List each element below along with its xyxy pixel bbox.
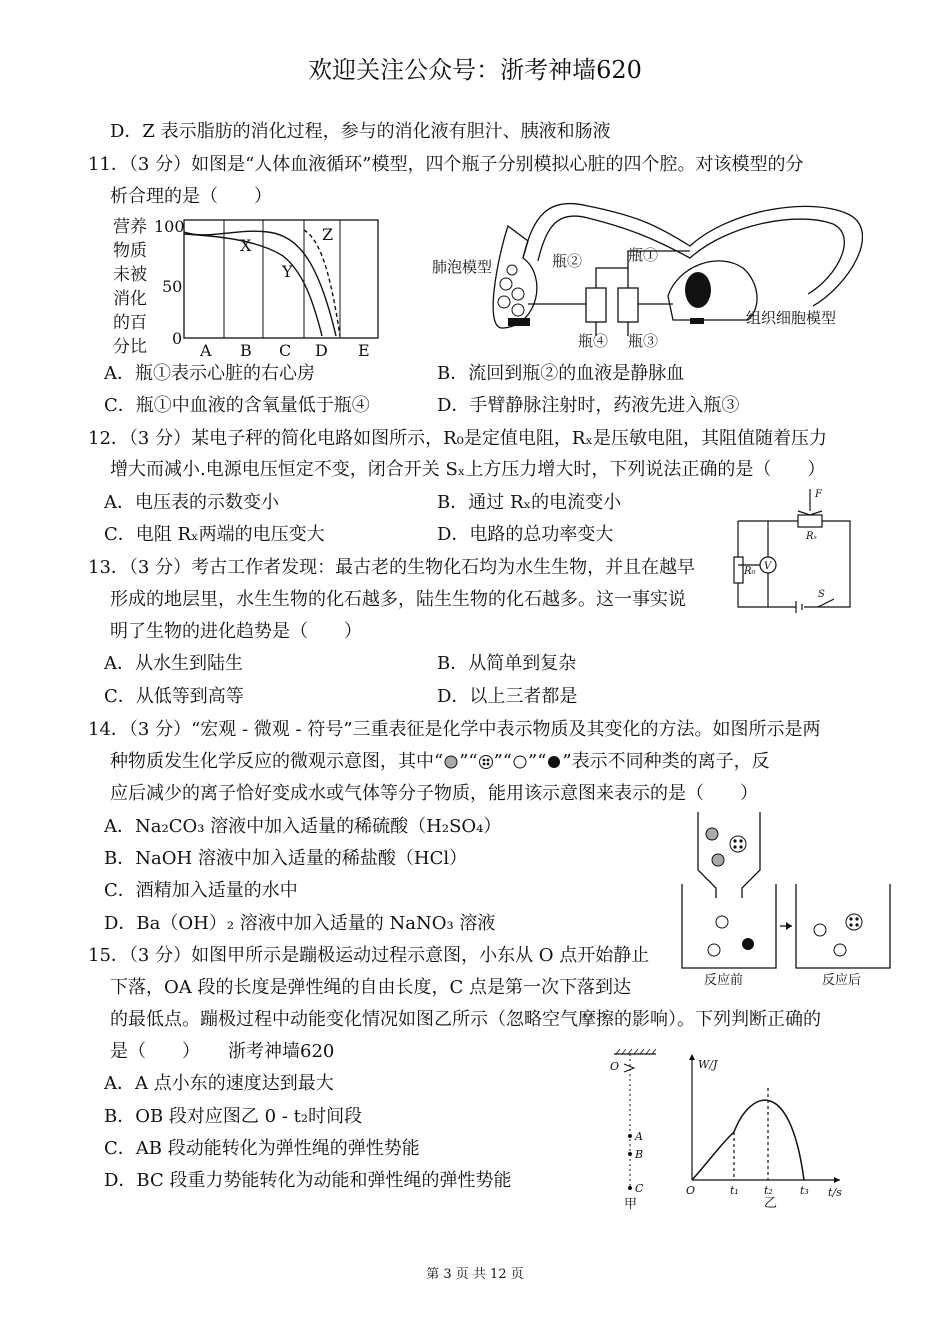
bottle-1 [618, 288, 638, 322]
t3-label: t₃ [800, 1184, 809, 1197]
q14-line2-part: ”“ [528, 751, 547, 772]
graph-ylabel-4: 消化 [113, 289, 147, 309]
q15-option-d: D．BC 段重力势能转化为动能和弹性绳的弹性势能 [104, 1170, 512, 1191]
black-ion [742, 938, 754, 950]
point-c-mark [628, 1186, 632, 1190]
bottle-connector [596, 268, 628, 288]
voltmeter-label: V [764, 561, 772, 572]
q11-option-d: D．手臂静脉注射时，药液先进入瓶③ [437, 395, 740, 416]
q15-stem-line2: 下落，OA 段的长度是弹性绳的自由长度，C 点是第一次下落到达 [110, 977, 631, 998]
alveolus [498, 296, 510, 308]
q14-line2-part: ”“ [493, 751, 513, 772]
tissue-model-shape [668, 261, 757, 320]
q13-option-d: D．以上三者都是 [437, 686, 578, 707]
r0-resistor [734, 557, 743, 583]
q11-option-a: A．瓶①表示心脏的右心房 [104, 363, 315, 384]
figure-jia-label: 甲 [624, 1197, 638, 1212]
q13-option-c: C．从低等到高等 [104, 686, 244, 707]
q14-stem-line3: 应后减少的离子恰好变成水或气体等分子物质，能用该示意图来表示的是（ ） [110, 783, 758, 804]
bungee-diagram-jia [600, 1048, 660, 1213]
q15-stem-line4: 是（ ） [110, 1041, 200, 1062]
origin-label: O [686, 1184, 696, 1197]
graph-xtick-b: B [240, 341, 252, 360]
q11-stem-line2: 析合理的是（ ） [110, 186, 272, 207]
rx-label: Rₓ [806, 531, 818, 542]
point-b-label: B [635, 1148, 644, 1161]
lung-model-label: 肺泡模型 [432, 258, 493, 276]
point-c-label: C [635, 1182, 644, 1195]
q12-option-d: D．电路的总功率变大 [437, 524, 614, 545]
switch-blade [818, 599, 834, 607]
q14-line2-part: ”表示不同种类的离子，反 [562, 751, 770, 772]
q14-option-d: D．Ba（OH）₂ 溶液中加入适量的 NaNO₃ 溶液 [104, 913, 496, 934]
graph-ytick-100: 100 [154, 217, 185, 236]
tissue-cell-core [685, 272, 711, 308]
curve-label-x: X [240, 236, 252, 255]
alveolus [507, 265, 517, 275]
gray-ion [712, 854, 724, 866]
bottle-2 [586, 288, 606, 322]
tissue-model-label: 组织细胞模型 [746, 309, 837, 327]
q12-stem-line1: 12．（3 分）某电子秤的简化电路如图所示，R₀是定值电阻，Rₓ是压敏电阻，其阻值随着压力 [88, 428, 828, 449]
beaker-before [682, 884, 776, 968]
q13-stem-line3: 明了生物的进化趋势是（ ） [110, 621, 362, 642]
q14-stem-line2 [110, 751, 770, 773]
hollow-ion [708, 944, 720, 956]
alveolus [512, 304, 524, 316]
q13-option-a: A．从水生到陆生 [104, 653, 243, 674]
q14-option-c: C．酒精加入适量的水中 [104, 880, 298, 901]
watermark-header: 欢迎关注公众号：浙考神墙620 [308, 56, 642, 84]
circuit-wire [738, 521, 850, 607]
four-dot-ion-icon [478, 754, 494, 770]
gray-ion [706, 828, 718, 840]
t2-label: t₂ [764, 1184, 773, 1197]
q13-stem-line2: 形成的地层里，水生生物的化石越多，陆生生物的化石越多。这一事实说 [110, 589, 686, 610]
lung-model-shape [493, 226, 537, 328]
q15-option-c: C．AB 段动能转化为弹性绳的弹性势能 [104, 1138, 420, 1159]
force-label: F [815, 489, 822, 500]
y-axis-label: W/J [698, 1058, 718, 1071]
graph-ylabel-5: 的百 [113, 313, 147, 333]
reaction-micro-diagram [678, 808, 896, 988]
q11-option-b: B．流回到瓶②的血液是静脉血 [437, 363, 685, 384]
graph-xtick-d: D [315, 341, 328, 360]
blood-circulation-model [428, 196, 863, 352]
q11-option-c: C．瓶①中血液的含氧量低于瓶④ [104, 395, 370, 416]
graph-ylabel-2: 物质 [113, 241, 147, 261]
y-arrow-icon [689, 1054, 695, 1060]
curve-x [184, 231, 336, 336]
q13-stem-line1: 13．（3 分）考古工作者发现：最古老的生物化石均为水生生物，并且在越早 [88, 557, 696, 578]
curve-label-z: Z [322, 225, 334, 244]
alveolus [512, 288, 524, 300]
hollow-ion-icon [512, 754, 528, 770]
curve-label-y: Y [282, 262, 293, 281]
hollow-ion [834, 944, 846, 956]
black-ion-icon [546, 754, 562, 770]
graph-xtick-a: A [200, 341, 212, 360]
arrow-head-icon [786, 922, 792, 930]
before-label: 反应前 [704, 973, 744, 988]
graph-frame [184, 220, 378, 338]
graph-ylabel-3: 未被 [113, 265, 147, 285]
q15-stem-line3: 的最低点。蹦极过程中动能变化情况如图乙所示（忽略空气摩擦的影响）。下列判断正确的 [110, 1009, 821, 1030]
q14-line2-part: ”“ [459, 751, 478, 772]
point-a-mark [628, 1134, 632, 1138]
q11-stem-line1: 11．（3 分）如图是“人体血液循环”模型，四个瓶子分别模拟心脏的四个腔。对该模型的分 [88, 154, 804, 175]
digestion-graph [108, 210, 398, 360]
bottle-2-label: 瓶② [552, 252, 583, 270]
q14-line2-part: 种物质发生化学反应的微观示意图，其中“ [110, 751, 444, 772]
hollow-ion [814, 924, 826, 936]
switch-label: S [818, 589, 825, 600]
graph-xtick-c: C [279, 341, 292, 360]
energy-curve [692, 1100, 804, 1180]
dropper-funnel [698, 812, 760, 898]
q14-option-b: B．NaOH 溶液中加入适量的稀盐酸（HCl） [104, 848, 468, 869]
graph-ylabel-1: 营养 [113, 217, 147, 237]
tissue-clamp [690, 318, 704, 324]
curve-z [304, 230, 340, 336]
x-axis-label: t/s [828, 1186, 842, 1199]
point-o-label: O [610, 1060, 620, 1073]
graph-xtick-e: E [358, 341, 370, 360]
q15-option-b: B．OB 段对应图乙 0 - t₂时间段 [104, 1106, 363, 1127]
bottle-3-label: 瓶③ [628, 332, 659, 350]
four-dot-ion [730, 836, 746, 852]
q12-option-a: A．电压表的示数变小 [104, 492, 279, 513]
t1-label: t₁ [730, 1184, 739, 1197]
q15-option-a: A．A 点小东的速度达到最大 [104, 1073, 334, 1094]
q13-option-b: B．从简单到复杂 [437, 653, 577, 674]
figure-yi-label: 乙 [764, 1196, 778, 1210]
lung-clamp [508, 318, 530, 326]
graph-ytick-0: 0 [172, 329, 183, 348]
jumper-figure [624, 1064, 634, 1072]
q15-watermark: 浙考神墙620 [228, 1041, 335, 1062]
r0-label: R₀ [744, 566, 756, 577]
q10-option-d: D．Z 表示脂肪的消化过程，参与的消化液有胆汁、胰液和肠液 [110, 121, 611, 142]
page-footer: 第 3 页 共 12 页 [426, 1267, 524, 1282]
kinetic-energy-graph-yi [680, 1050, 855, 1210]
point-b-mark [628, 1152, 632, 1156]
q12-option-c: C．电阻 Rₓ两端的电压变大 [104, 524, 325, 545]
bottle-4-label: 瓶④ [578, 332, 609, 350]
gray-ion-icon [443, 754, 459, 770]
q14-option-a: A．Na₂CO₃ 溶液中加入适量的稀硫酸（H₂SO₄） [104, 816, 502, 837]
x-arrow-icon [834, 1177, 840, 1183]
graph-ylabel-6: 分比 [113, 337, 147, 357]
four-dot-ion [846, 914, 862, 930]
q14-stem-line1: 14．（3 分）“宏观 - 微观 - 符号”三重表征是化学中表示物质及其变化的方法。如图所示是两 [88, 719, 821, 740]
q12-stem-line2: 增大而减小.电源电压恒定不变，闭合开关 Sₓ上方压力增大时，下列说法正确的是（ ） [110, 459, 826, 480]
after-label: 反应后 [822, 973, 862, 988]
graph-ytick-50: 50 [162, 277, 183, 296]
alveolus [500, 278, 512, 290]
hollow-ion [716, 916, 728, 928]
q12-option-b: B．通过 Rₓ的电流变小 [437, 492, 622, 513]
scale-circuit [730, 485, 856, 615]
bottle-1-label: 瓶① [628, 246, 659, 264]
ceiling-hatch [616, 1049, 656, 1054]
rx-resistor [798, 515, 822, 527]
q15-stem-line1: 15．（3 分）如图甲所示是蹦极运动过程示意图，小东从 O 点开始静止 [88, 945, 650, 966]
point-a-label: A [635, 1130, 643, 1143]
